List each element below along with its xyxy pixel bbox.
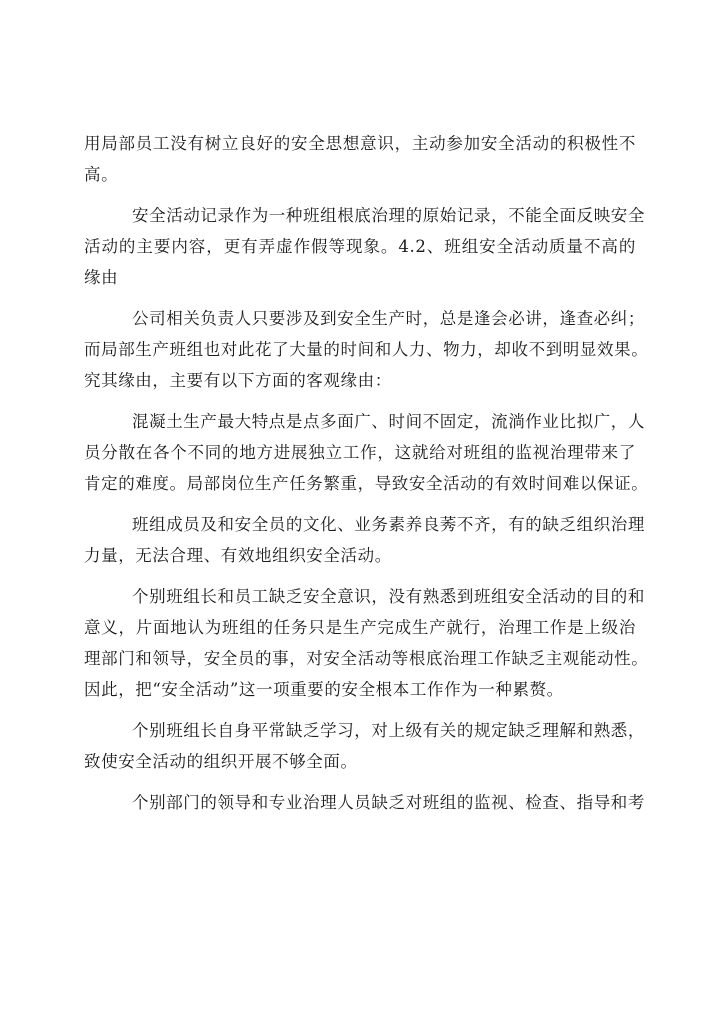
text-line: 究其缘由，主要有以下方面的客观缘由：	[84, 371, 392, 390]
body-text	[84, 128, 649, 818]
text-line: 安全活动记录作为一种班组根底治理的原始记录，不能全面反映安全	[132, 206, 645, 225]
text-line: 致使安全活动的组织开展不够全面。	[84, 752, 358, 771]
text-line: 因此，把“安全活动”这一项重要的安全根本工作作为一种累赘。	[84, 680, 564, 699]
text-line: 肯定的难度。局部岗位生产任务繁重，导致安全活动的有效时间难以保证。	[84, 474, 649, 493]
text-line: 而局部生产班组也对此花了大量的时间和人力、物力，却收不到明显效果。	[84, 340, 649, 359]
text-line: 个别部门的领导和专业治理人员缺乏对班组的监视、检查、指导和考	[132, 793, 645, 812]
text-line: 员分散在各个不同的地方进展独立工作，这就给对班组的监视治理带来了	[84, 443, 636, 462]
text-line: 高。	[84, 165, 119, 184]
text-line: 个别班组长自身平常缺乏学习，对上级有关的规定缺乏理解和熟悉，	[132, 721, 645, 740]
text-line: 班组成员及和安全员的文化、业务素养良莠不齐，有的缺乏组织治理	[132, 515, 645, 534]
text-line: 力量，无法合理、有效地组织安全活动。	[84, 546, 392, 565]
text-line: 混凝土生产最大特点是点多面广、时间不固定，流淌作业比拟广，人	[132, 412, 645, 431]
text-line: 缘由	[84, 268, 119, 287]
text-line: 用局部员工没有树立良好的安全思想意识，主动参加安全活动的积极性不	[84, 134, 636, 153]
text-line: 个别班组长和员工缺乏安全意识，没有熟悉到班组安全活动的目的和	[132, 587, 645, 606]
text-line: 公司相关负责人只要涉及到安全生产时，总是逢会必讲，逢查必纠；	[132, 309, 645, 328]
text-line: 意义，片面地认为班组的任务只是生产完成生产就行，治理工作是上级治	[84, 618, 636, 637]
text-line: 活动的主要内容，更有弄虚作假等现象。4.2、班组安全活动质量不高的	[84, 237, 636, 256]
text-line: 理部门和领导，安全员的事，对安全活动等根底治理工作缺乏主观能动性。	[84, 649, 649, 668]
